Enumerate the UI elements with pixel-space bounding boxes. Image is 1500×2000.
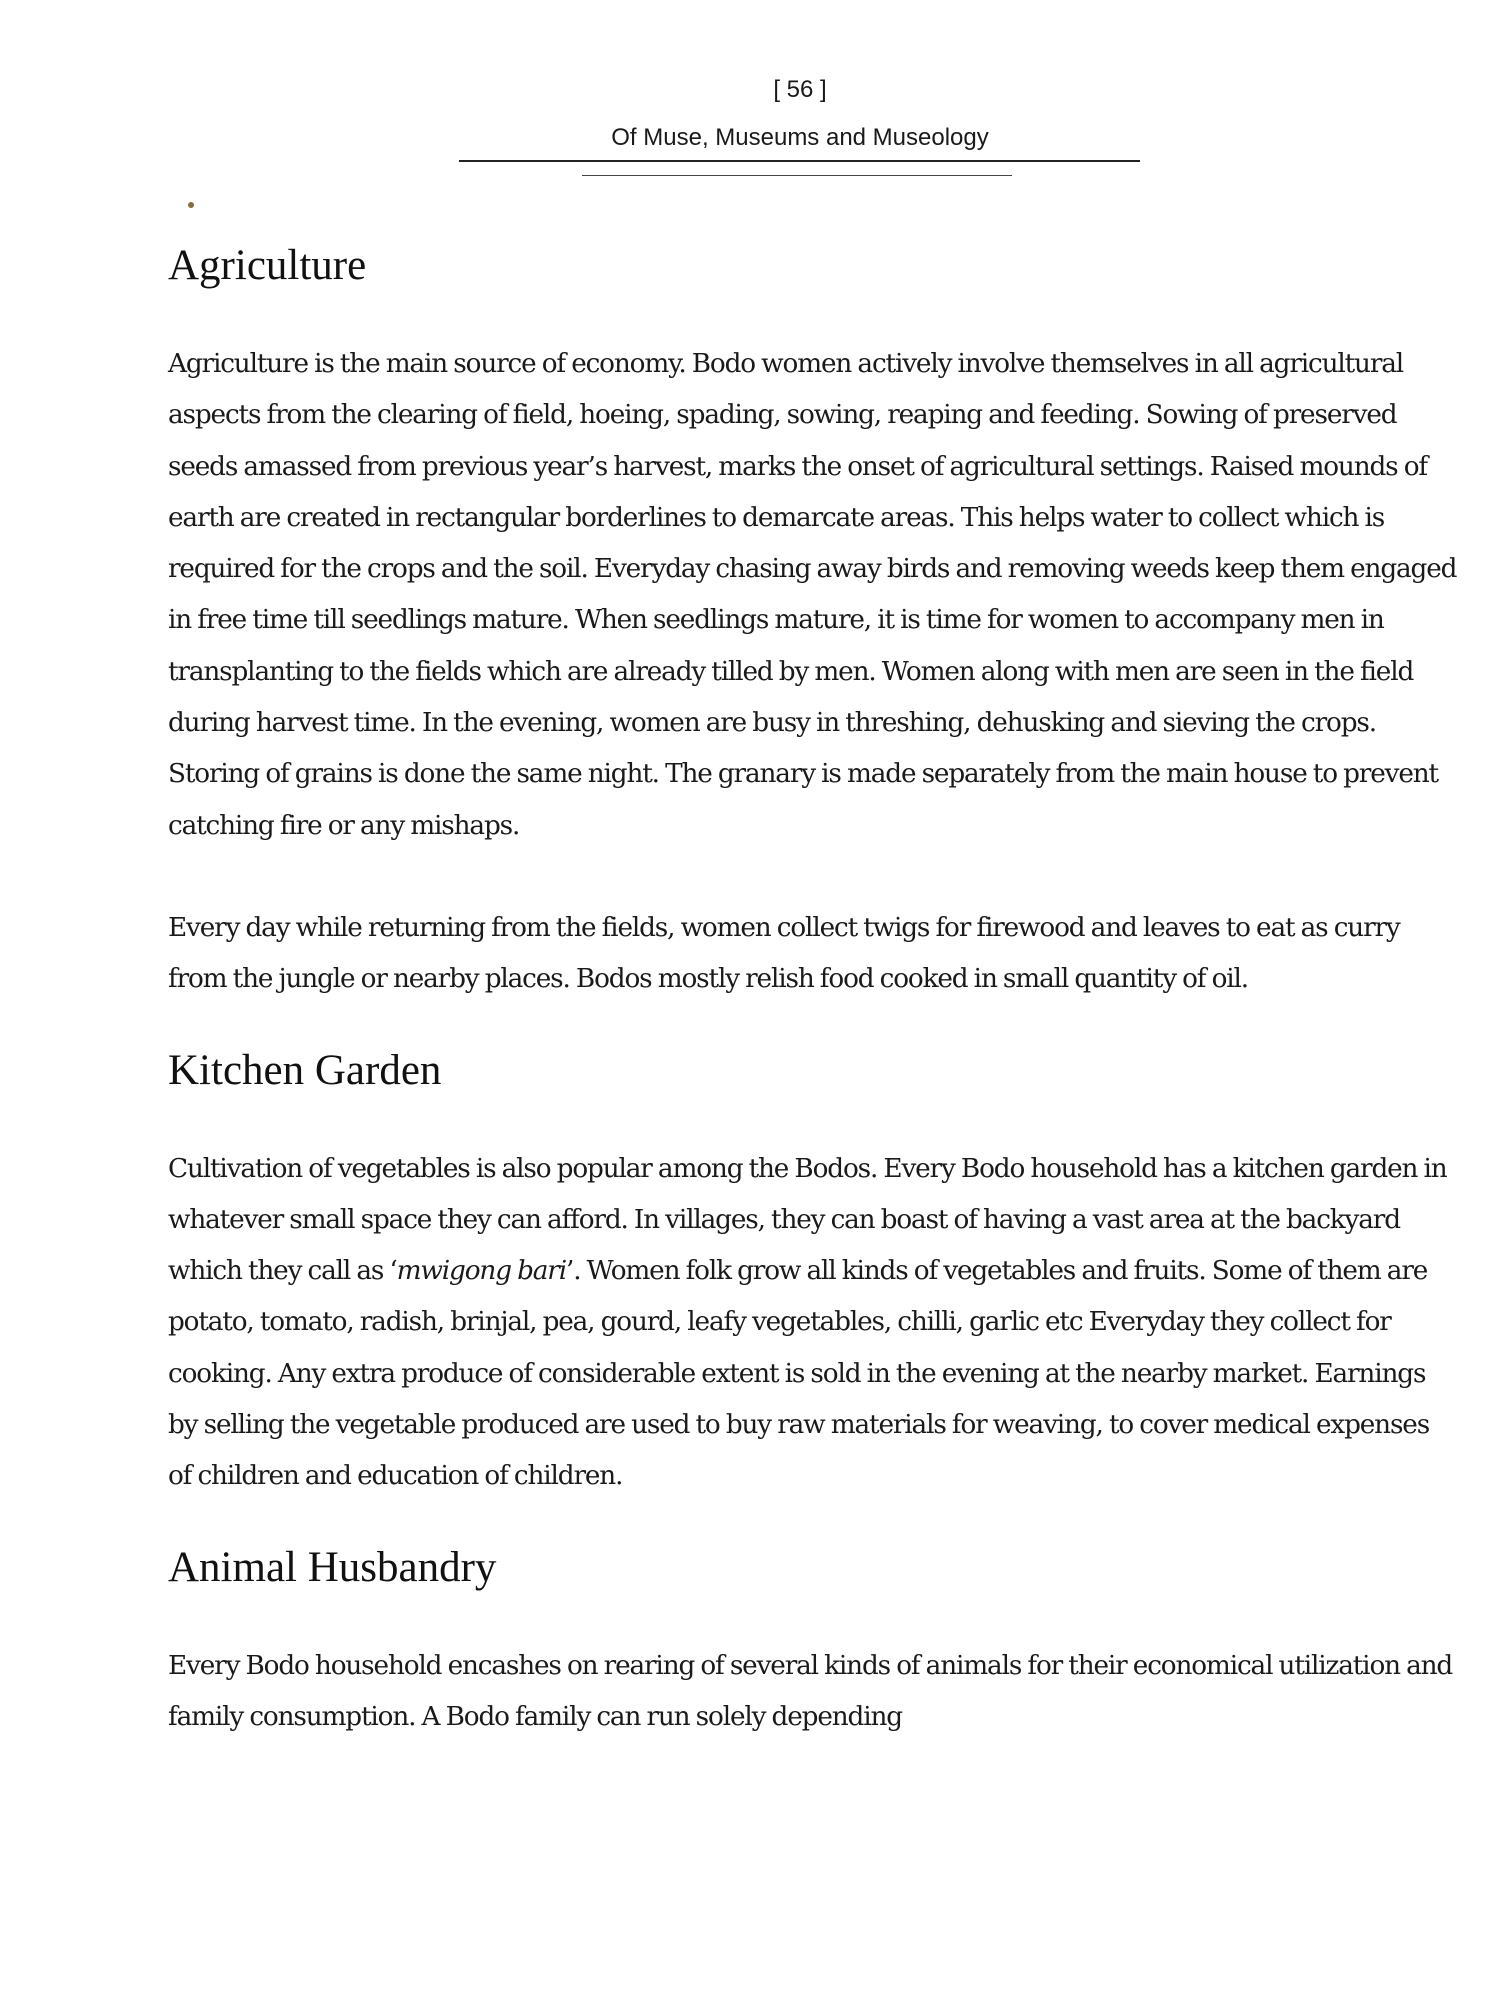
agriculture-paragraph-1: Agriculture is the main source of economy. Bodo women actively involve themselves in all agricultural aspects from the clearing of field, hoeing, spading, sowing, reaping and feeding. Sowing of preserved seeds amassed from previous year’s harvest, marks the onset of agricultural settings. Raised mounds of earth are created in rectangular borderlines to demarcate areas. This helps water to collect which is required for the crops and the soil. Everyday chasing away birds and removing weeds keep them engaged in free time till seedlings mature. When seedlings mature, it is time for women to accompany men in transplanting to the fields which are already tilled by men. Women along with men are seen in the field during harvest time. In the evening, women are busy in threshing, dehusking and sieving the crops. Storing of grains is done the same night. The granary is made separately from the main house to prevent catching fire or any mishaps. [168,349,1457,841]
page-number: [ 56 ] [773,76,827,103]
header-rule-top [459,160,1140,162]
kitchen-garden-text-after: ’. Women folk grow all kinds of vegetables and fruits. Some of them are potato, tomato, radish, brinjal, pea, gourd, leafy vegetables, chilli, garlic etc Everyday they collect for cooking. Any extra produce of considerable extent is sold in the evening at the nearby market. Earnings by selling the vegetable produced are used to buy raw materials for weaving, to cover medical expenses of children and education of children. [168,1256,1430,1492]
kitchen-garden-text-before: Cultivation of vegetables is also popular among the Bodos. Every Bodo household has a kitchen garden in whatever small space they can afford. In villages, they can boast of having a vast area at the backyard which they call as ‘ [168,1153,1447,1287]
animal-husbandry-paragraph: Every Bodo household encashes on rearing of several kinds of animals for their economical utilization and family consumption. A Bodo family can run solely depending [168,1650,1453,1732]
agriculture-paragraph-2: Every day while returning from the fields, women collect twigs for firewood and leaves to eat as curry from the jungle or nearby places. Bodos mostly relish food cooked in small quantity of oil. [168,912,1400,995]
kitchen-garden-paragraph [168,1144,1458,1503]
header-rule-bottom [582,175,1012,176]
running-title: Of Muse, Museums and Museology [611,124,989,151]
section-heading-animal-husbandry: Animal Husbandry [168,1543,497,1591]
section-heading-agriculture: Agriculture [168,242,367,289]
section-heading-kitchen-garden: Kitchen Garden [168,1046,442,1094]
scan-speck [188,202,194,208]
page-body [168,238,1458,1743]
local-term-mwigong-bari: mwigong bari [396,1256,566,1287]
